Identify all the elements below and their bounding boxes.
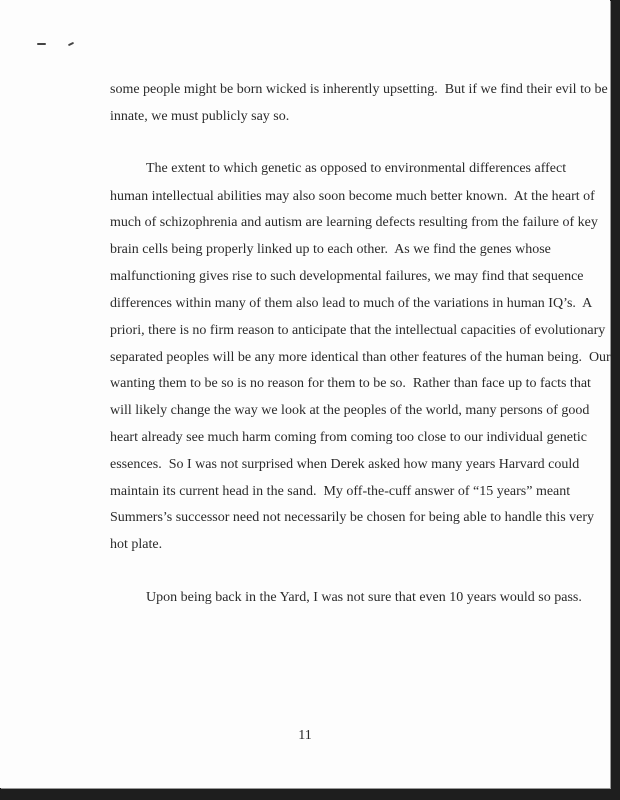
- text-line: Upon being back in the Yard, I was not sure that even 10 years would so pass.: [146, 590, 582, 605]
- text-line: essences. So I was not surprised when Derek asked how many years Harvard could: [110, 457, 580, 472]
- text-line: wanting them to be so is no reason for them to be so. Rather than face up to facts that: [110, 376, 591, 391]
- text-line: innate, we must publicly say so.: [110, 109, 290, 124]
- margin-mark: [68, 42, 74, 46]
- text-line: much of schizophrenia and autism are learning defects resulting from the failure of key: [110, 215, 598, 230]
- text-line: human intellectual abilities may also soon become much better known. At the heart of: [110, 189, 595, 204]
- text-line: Summers’s successor need not necessarily be chosen for being able to handle this very: [110, 510, 595, 525]
- text-line: will likely change the way we look at the peoples of the world, many persons of good: [110, 403, 590, 418]
- text-line: some people might be born wicked is inherently upsetting. But if we find their evil to be: [110, 82, 608, 97]
- text-line: separated peoples will be any more identical than other features of the human being. Our: [110, 350, 611, 365]
- text-line: brain cells being properly linked up to each other. As we find the genes whose: [110, 242, 551, 257]
- page-number: 11: [298, 728, 312, 743]
- text-line: hot plate.: [110, 537, 163, 552]
- text-line: heart already see much harm coming from coming too close to our individual genetic: [110, 430, 588, 445]
- text-line: priori, there is no firm reason to anticipate that the intellectual capacities of evolutionary: [110, 323, 606, 338]
- margin-mark: [37, 43, 46, 45]
- text-line: differences within many of them also lead to much of the variations in human IQ’s. A: [110, 296, 593, 311]
- text-line: malfunctioning gives rise to such developmental failures, we may find that sequence: [110, 269, 584, 284]
- text-line: The extent to which genetic as opposed to environmental differences affect: [146, 161, 567, 176]
- text-line: maintain its current head in the sand. My off-the-cuff answer of “15 years” meant: [110, 484, 571, 499]
